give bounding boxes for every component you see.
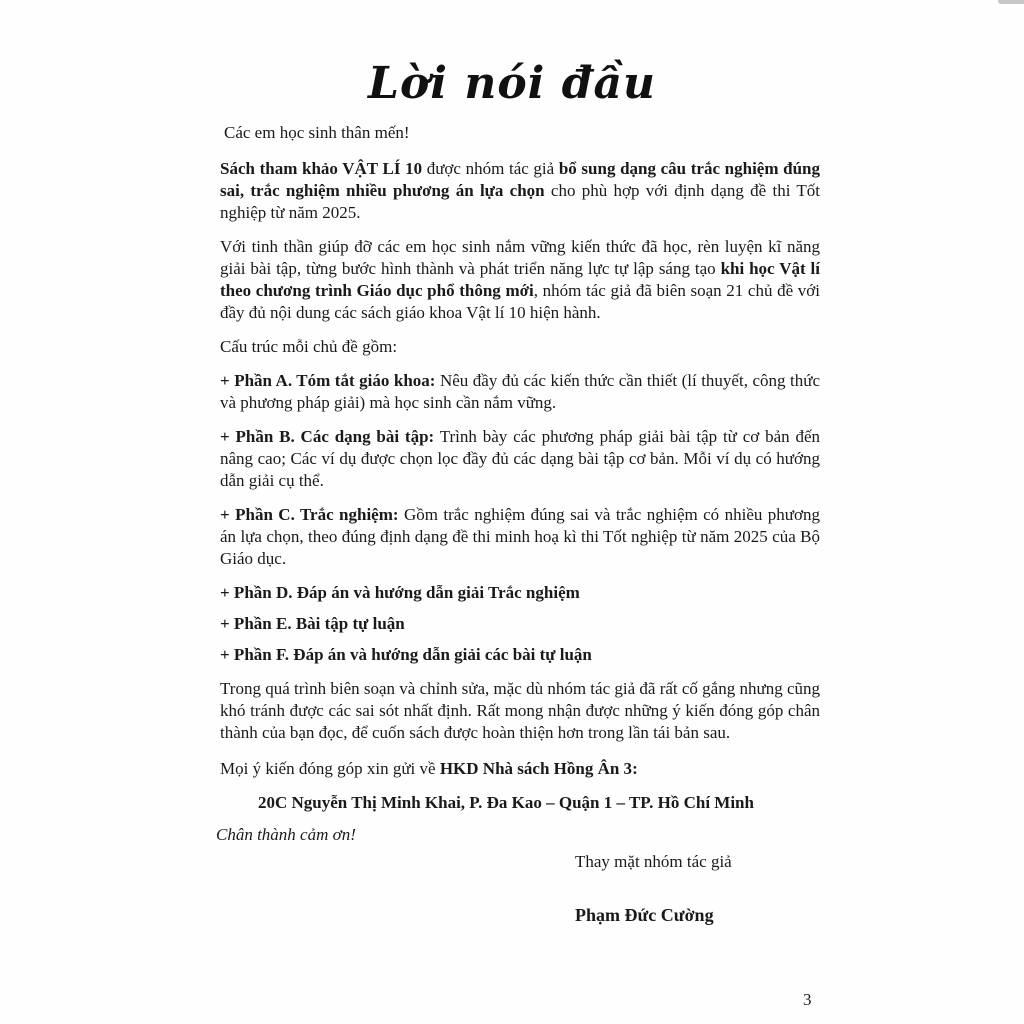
section-item — [220, 426, 820, 492]
section-item — [220, 504, 820, 570]
closing-paragraph — [220, 678, 820, 744]
structure-intro-text: Cấu trúc mỗi chủ đề gồm: — [220, 337, 398, 356]
contact-line — [220, 758, 820, 780]
section-text: Trình bày các phương pháp giải bài tập từ cơ bản đến nâng cao; Các ví dụ được chọn lọc đầy đủ các dạng bài tập cơ bản. Mỗi ví dụ có hướng dẫn giải cụ thể. — [220, 427, 821, 490]
contact-colon: : — [632, 759, 638, 778]
page-number: 3 — [803, 990, 812, 1009]
purpose-text-2: , nhóm tác giả đã biên soạn 21 chủ đề với đầy đủ nội dung các sách giáo khoa Vật lí 10 hiện hành. — [220, 281, 820, 322]
section-item — [220, 370, 820, 414]
section-label: + Phần D. Đáp án và hướng dẫn giải Trắc nghiệm — [220, 583, 580, 602]
intro-paragraph — [220, 158, 820, 224]
signature-role: Thay mặt nhóm tác giả — [575, 852, 732, 871]
structure-intro — [220, 336, 820, 358]
purpose-paragraph — [220, 236, 820, 324]
section-text: Nêu đầy đủ các kiến thức cần thiết (lí thuyết, công thức và phương pháp giải) mà học sinh cần nắm vững. — [220, 371, 820, 412]
signature-name: Phạm Đức Cường — [575, 905, 714, 925]
section-label: + Phần F. Đáp án và hướng dẫn giải các bài tự luận — [220, 645, 592, 664]
salutation-text: Các em học sinh thân mến! — [224, 123, 410, 142]
intro-text-1: được nhóm tác giả — [422, 159, 559, 178]
intro-bold-1: bổ sung dạng câu trắc nghiệm đúng sai, trắc nghiệm nhiều phương án lựa chọn — [220, 159, 821, 200]
section-label: + Phần E. Bài tập tự luận — [220, 614, 405, 633]
section-item — [220, 613, 820, 635]
contact-bold: HKD Nhà sách Hồng Ân 3 — [439, 759, 633, 778]
section-item — [220, 644, 820, 666]
section-text: Gồm trắc nghiệm đúng sai và trắc nghiệm có nhiều phương án lựa chọn, theo đúng định dạng đề thi minh hoạ kì thi Tốt nghiệp từ năm 2025 của Bộ Giáo dục. — [220, 505, 820, 568]
intro-text-2: cho phù hợp với định dạng đề thi Tốt nghiệp từ năm 2025. — [220, 181, 820, 222]
intro-lead: Sách tham khảo VẬT LÍ 10 — [220, 159, 423, 178]
purpose-bold: khi học Vật lí theo chương trình Giáo dục phổ thông mới — [220, 259, 820, 300]
address-text: 20C Nguyễn Thị Minh Khai, P. Đa Kao – Quận 1 – TP. Hồ Chí Minh — [258, 793, 754, 812]
thanks-text: Chân thành cảm ơn! — [216, 825, 356, 844]
closing-text: Trong quá trình biên soạn và chỉnh sửa, mặc dù nhóm tác giả đã rất cố gắng nhưng cũng khó tránh được các sai sót nhất định. Rất mong nhận được những ý kiến đóng góp chân thành của bạn đọc, để cuốn sách được hoàn thiện hơn trong lần tái bản sau. — [220, 679, 820, 742]
section-item — [220, 582, 820, 604]
address-line — [258, 792, 820, 814]
section-label: + Phần C. Trắc nghiệm: — [220, 505, 399, 524]
contact-text: Mọi ý kiến đóng góp xin gửi về — [220, 759, 440, 778]
salutation — [224, 122, 820, 144]
section-label: + Phần B. Các dạng bài tập: — [220, 427, 435, 446]
purpose-text-1: Với tinh thần giúp đỡ các em học sinh nắm vững kiến thức đã học, rèn luyện kĩ năng giải bài tập, từng bước hình thành và phát triển năng lực tự lập sáng tạo — [220, 237, 820, 278]
scan-edge-mark — [998, 0, 1024, 4]
preface-body — [216, 122, 821, 846]
thanks-line — [216, 824, 820, 846]
section-label: + Phần A. Tóm tắt giáo khoa: — [220, 371, 436, 390]
page-title: Lời nói đầu — [368, 58, 656, 109]
